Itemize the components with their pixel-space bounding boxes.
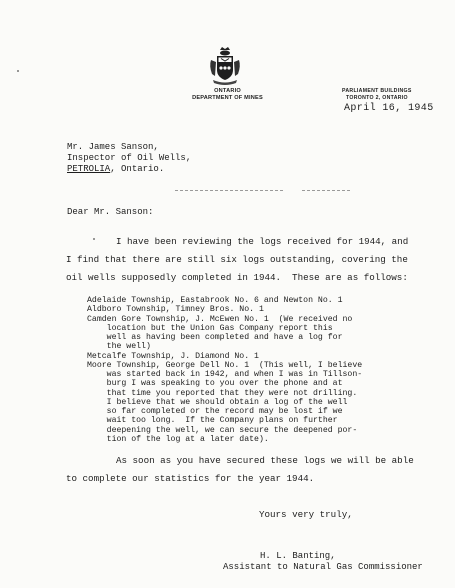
list-item: Camden Gore Township, J. McEwen No. 1 (We received no <box>87 315 353 324</box>
recipient-province: , Ontario. <box>110 164 165 174</box>
letterhead-address-line1: PARLIAMENT BUILDINGS <box>342 88 412 94</box>
list-item: was started back in 1942, and when I was in Tillson- <box>87 370 363 379</box>
letter-date: April 16, 1945 <box>344 103 434 114</box>
scan-speck <box>93 238 95 240</box>
recipient-city: PETROLIA <box>67 164 111 174</box>
signature-title: Assistant to Natural Gas Commissioner <box>223 562 423 572</box>
separator-line <box>302 190 350 191</box>
list-item: Moore Township, George Dell No. 1 (This well, I believe <box>87 361 363 370</box>
list-item: tion of the log at a later date). <box>87 435 269 444</box>
list-item: Aldboro Township, Timney Bros. No. 1 <box>87 305 264 314</box>
recipient-address <box>67 164 164 174</box>
separator-line <box>175 190 283 191</box>
scan-speck <box>17 70 19 72</box>
ontario-coat-of-arms-icon <box>208 46 242 86</box>
recipient-name: Mr. James Sanson, <box>67 142 159 152</box>
paragraph-1-line: I have been reviewing the logs received for 1944, and <box>116 236 409 247</box>
paragraph-2-line: As soon as you have secured these logs we will be able <box>116 455 414 466</box>
paragraph-1-line: oil wells supposedly completed in 1944. These are as follows: <box>66 272 408 283</box>
salutation: Dear Mr. Sanson: <box>67 207 154 217</box>
list-item: I believe that we should obtain a log of the well <box>87 398 348 407</box>
list-item: the well) <box>87 342 151 351</box>
signature-name: H. L. Banting, <box>260 551 336 561</box>
letterhead-dept-line1: ONTARIO <box>214 88 241 94</box>
list-item: that time you reported that they were not drilling. <box>87 389 358 398</box>
list-item: location but the Union Gas Company report this <box>87 324 333 333</box>
letterhead-dept-line2: DEPARTMENT OF MINES <box>192 95 263 101</box>
list-item: burg I was speaking to you over the phone and at <box>87 379 343 388</box>
list-item: Adelaide Township, Eastabrook No. 6 and Newton No. 1 <box>87 296 343 305</box>
closing: Yours very truly, <box>259 509 353 520</box>
list-item: so far completed or the record may be lost if we <box>87 407 343 416</box>
list-item: wait too long. If the Company plans on further <box>87 416 338 425</box>
recipient-title: Inspector of Oil Wells, <box>67 153 192 163</box>
paragraph-2-line: to complete our statistics for the year 1944. <box>66 473 315 484</box>
list-item: Metcalfe Township, J. Diamond No. 1 <box>87 352 259 361</box>
letterhead-address-line2: TORONTO 2, ONTARIO <box>346 95 408 101</box>
list-item: deepening the well, we can secure the deepened por- <box>87 426 358 435</box>
list-item: well as having been completed and have a log for <box>87 333 343 342</box>
paragraph-1-line: I find that there are still six logs outstanding, covering the <box>66 254 408 265</box>
